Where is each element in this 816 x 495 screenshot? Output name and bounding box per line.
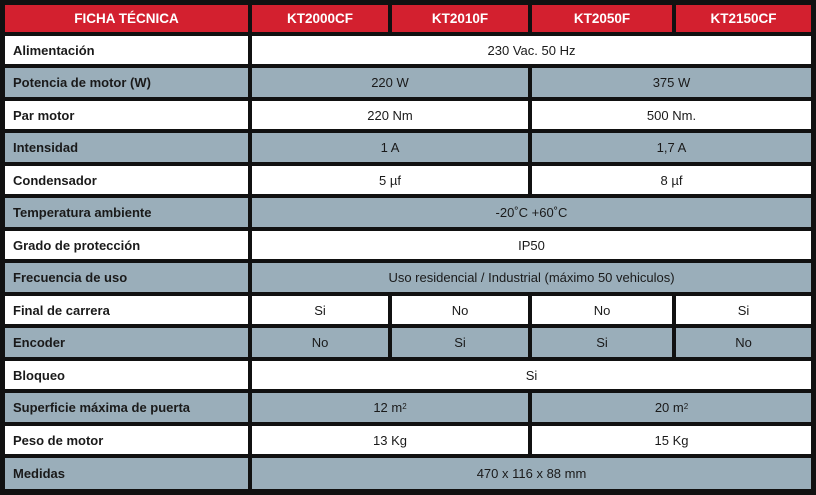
row-label-par-motor: Par motor xyxy=(5,101,248,129)
row-label-alimentacion: Alimentación xyxy=(5,36,248,64)
superficie-a-text: 12 m xyxy=(373,400,403,415)
value-par-motor-a: 220 Nm xyxy=(252,101,528,129)
value-grado-proteccion: IP50 xyxy=(252,231,811,259)
value-temperatura: -20˚C +60˚C xyxy=(252,198,811,227)
value-potencia-b: 375 W xyxy=(532,68,811,97)
row-label-grado-proteccion: Grado de protección xyxy=(5,231,248,259)
value-intensidad-a: 1 A xyxy=(252,133,528,162)
value-final-carrera-kt2050f: No xyxy=(532,296,672,324)
row-label-potencia: Potencia de motor (W) xyxy=(5,68,248,97)
value-peso-motor-b: 15 Kg xyxy=(532,426,811,454)
value-potencia-a: 220 W xyxy=(252,68,528,97)
value-encoder-kt2010f: Si xyxy=(392,328,528,357)
value-final-carrera-kt2010f: No xyxy=(392,296,528,324)
value-frecuencia-uso: Uso residencial / Industrial (máximo 50 vehiculos) xyxy=(252,263,811,292)
row-label-final-carrera: Final de carrera xyxy=(5,296,248,324)
header-title: FICHA TÉCNICA xyxy=(5,5,248,32)
header-model-kt2000cf: KT2000CF xyxy=(252,5,388,32)
value-encoder-kt2050f: Si xyxy=(532,328,672,357)
row-label-superficie-maxima: Superficie máxima de puerta xyxy=(5,393,248,422)
value-medidas: 470 x 116 x 88 mm xyxy=(252,458,811,489)
value-peso-motor-a: 13 Kg xyxy=(252,426,528,454)
row-label-temperatura: Temperatura ambiente xyxy=(5,198,248,227)
row-label-peso-motor: Peso de motor xyxy=(5,426,248,454)
row-label-bloqueo: Bloqueo xyxy=(5,361,248,389)
value-bloqueo: Si xyxy=(252,361,811,389)
header-model-kt2010f: KT2010F xyxy=(392,5,528,32)
row-label-frecuencia-uso: Frecuencia de uso xyxy=(5,263,248,292)
header-model-kt2050f: KT2050F xyxy=(532,5,672,32)
value-final-carrera-kt2150cf: Si xyxy=(676,296,811,324)
header-model-kt2150cf: KT2150CF xyxy=(676,5,811,32)
row-label-encoder: Encoder xyxy=(5,328,248,357)
row-label-intensidad: Intensidad xyxy=(5,133,248,162)
value-par-motor-b: 500 Nm. xyxy=(532,101,811,129)
value-encoder-kt2000cf: No xyxy=(252,328,388,357)
value-condensador-a: 5 µf xyxy=(252,166,528,194)
value-final-carrera-kt2000cf: Si xyxy=(252,296,388,324)
value-alimentacion: 230 Vac. 50 Hz xyxy=(252,36,811,64)
superficie-b-text: 20 m xyxy=(654,400,684,415)
value-superficie-maxima-b: 20 m $^2$ xyxy=(532,393,811,422)
value-condensador-b: 8 µf xyxy=(532,166,811,194)
row-label-condensador: Condensador xyxy=(5,166,248,194)
value-superficie-maxima-a: 12 m $^2$ xyxy=(252,393,528,422)
value-encoder-kt2150cf: No xyxy=(676,328,811,357)
value-intensidad-b: 1,7 A xyxy=(532,133,811,162)
row-label-medidas: Medidas xyxy=(5,458,248,489)
